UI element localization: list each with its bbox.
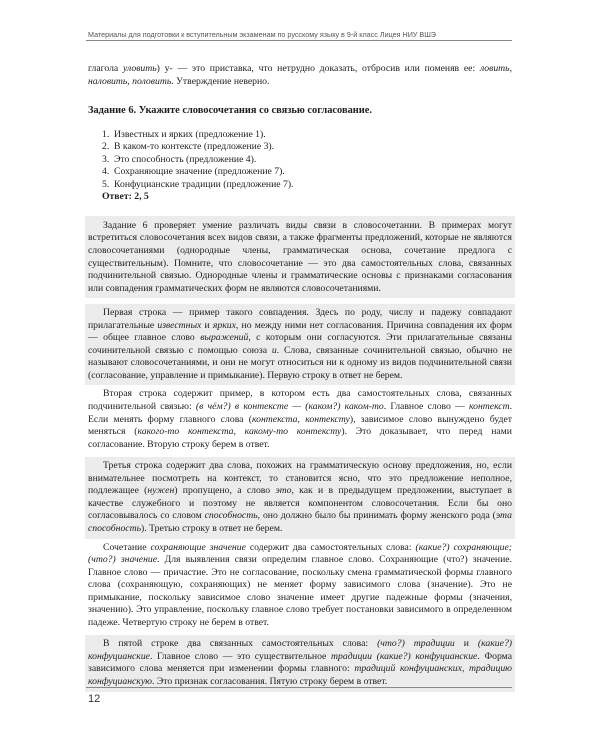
- page-number: 12: [88, 693, 101, 705]
- explanation-paragraph-5: Сочетание сохраняющие значение содержит два самостоятельных слова: (какие?) сохраняющие; (что?) значение. Для выявления связи определим главное слово. Сохраняющие (что?) значение. Главное слово — причастие. Это не согласование, поскольку смена грамматической формы главного слова (сохраняющую, сохраняющих) не меняет форму зависимого слова (значение). Это не примыкание, поскольку зависимое слово значение имеет другие падежные формы (значения, значению). Это управление, поскольку главное слово требует постановки зависимого в определенном падеже. Четвертую строку не берем в ответ.: [88, 541, 513, 628]
- option-item: 3. Это способность (предложение 4).: [102, 153, 257, 165]
- header-divider: [86, 40, 512, 41]
- page-content: [88, 63, 512, 692]
- option-item: 1. Известных и ярких (предложение 1).: [102, 128, 266, 140]
- explanation-paragraph-6: В пятой строке два связанных самостоятельных слова: (что?) традиции и (какие?) конфуцианские. Главное слово — это существительное традиции (какие?) конфуцианские. Форма зависимого слова меняется при изменении формы главного: традиций конфуцианских, традицию конфуцианскую. Это признак согласования. Пятую строку берем в ответ.: [85, 635, 515, 691]
- option-item: 4. Сохраняющие значение (предложение 7).: [102, 166, 285, 178]
- running-header: Материалы для подготовки к вступительным экзаменам по русскому языку в 9-й класс Лицея НИУ ВШЭ: [88, 30, 436, 39]
- explanation-paragraph-2: Первая строка — пример такого совпадения. Здесь по роду, числу и падежу совпадают прилагательные известных и ярких, но между ними нет согласования. Причина совпадения их форм — общее главное слово выражений, с которым они согласуются. Эти прилагательные связаны сочинительной связью с помощью союза и. Слова, связанные сочинительной связью, обычно не называют словосочетаниями, и они не могут относиться ни к одному из видов подчинительной связи (согласование, управление и примыкание). Первую строку в ответ не берем.: [85, 304, 515, 385]
- task-title: Задание 6. Укажите словосочетания со связью согласование.: [88, 105, 372, 117]
- footer-divider: [86, 687, 512, 688]
- option-item: 5. Конфуцианские традиции (предложение 7).: [102, 178, 294, 190]
- answer-line: Ответ: 2, 5: [102, 191, 149, 203]
- intro-paragraph: глагола уловить) у- — это приставка, что нетрудно доказать, отбросив или поменяв ее: ловить, наловить, половить. Утверждение неверно.: [88, 63, 512, 87]
- explanation-paragraph-4: Третья строка содержит два слова, похожих на грамматическую основу предложения, но, если внимательнее посмотреть на контекст, то становится ясно, что это предложение неполное, подлежащее (нужен) пропущено, а слово это, как и в предыдущем предложении, выступает в качестве служебного и поэтому не является компонентом словосочетания. Если бы оно согласовывалось со словом способность, оно должно было бы принимать форму женского рода (эта способность). Третью строку в ответ не берем.: [85, 457, 515, 538]
- option-item: 2. В каком-то контексте (предложение 3).: [102, 141, 275, 153]
- explanation-paragraph-3: Вторая строка содержит пример, в котором есть два самостоятельных слова, связанных подчинительной связью: (в чём?) в контексте — (каком?) каком-то. Главное слово — контекст. Если менять форму главного слова (контекста, контексту), зависимое слово вынуждено будет меняться (какого-то контекста, какому-то контексту). Это доказывает, что перед нами согласование. Вторую строку берем в ответ.: [88, 388, 512, 450]
- answer-options-list: [88, 129, 512, 192]
- explanation-paragraph-1: Задание 6 проверяет умение различать виды связи в словосочетании. В примерах могут встретиться словосочетания всех видов связи, а также фрагменты предложений, которые не являются словосочетаниями (однородные члены, грамматическая основа, сочетание предлога с существительным). Помните, что словосочетание — это два самостоятельных слова, связанных подчинительной связью. Однородные члены и грамматические основы с признаками согласования или совпадения грамматических форм не являются словосочетаниями.: [85, 216, 515, 298]
